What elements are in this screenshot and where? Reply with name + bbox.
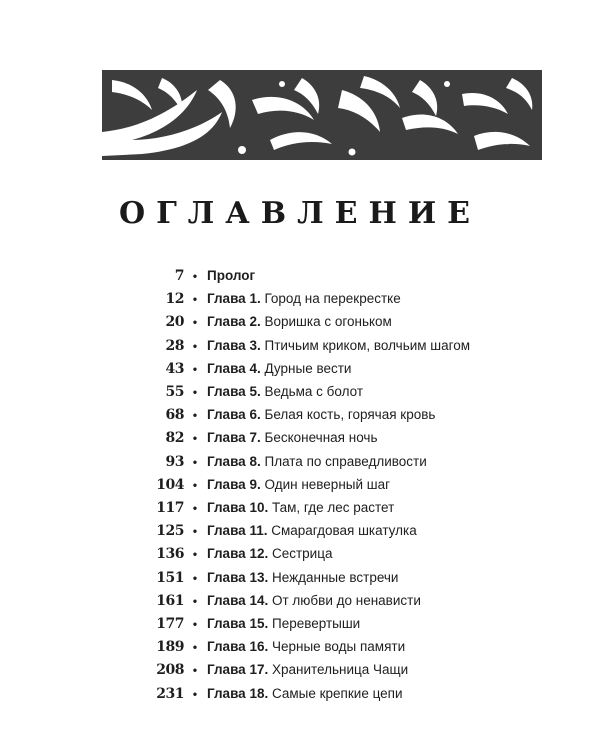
toc-chapter-number: Глава 8. [207, 453, 261, 469]
toc-chapter-number: Глава 12. [207, 546, 269, 562]
toc-page-number: 136 [156, 546, 184, 563]
toc-page-number: 12 [165, 291, 184, 308]
bullet-dot-icon: • [192, 570, 198, 585]
toc-chapter-number: Глава 15. [207, 616, 269, 631]
toc-page-number: 82 [165, 430, 184, 447]
toc-chapter-title: Один неверный шаг [264, 476, 391, 492]
toc-page-number: 151 [156, 569, 184, 586]
toc-entry-label [207, 288, 401, 310]
toc-chapter-number: Глава 6. [207, 407, 261, 423]
bullet-dot-icon: • [192, 431, 198, 446]
bullet-dot-icon: • [192, 408, 198, 423]
toc-page-number: 20 [165, 314, 184, 331]
bullet-dot-icon: • [192, 269, 198, 283]
toc-row [0, 335, 600, 357]
toc-chapter-number: Глава 11. [207, 523, 268, 539]
bullet-dot-icon: • [192, 454, 198, 469]
toc-row [0, 567, 600, 589]
toc-chapter-title: Смарагдовая шкатулка [271, 523, 417, 539]
toc-row [0, 613, 600, 635]
toc-chapter-number: Глава 3. [207, 337, 261, 353]
bullet-dot-icon: • [192, 361, 198, 376]
bullet-dot-icon: • [192, 385, 198, 399]
bullet-dot-icon: • [192, 617, 198, 631]
toc-entry-label [207, 451, 427, 473]
toc-entry-label [207, 265, 255, 287]
bullet-dot-icon: • [192, 593, 198, 608]
bullet-dot-icon: • [192, 547, 198, 562]
toc-entry-label [207, 358, 351, 380]
toc-chapter-title: Плата по справедливости [264, 453, 427, 469]
floral-ornament-icon [102, 70, 542, 160]
toc-chapter-number: Глава 2. [207, 314, 261, 330]
toc-page-number: 28 [165, 337, 184, 354]
toc-row [0, 451, 600, 473]
toc-row [0, 497, 600, 519]
toc-entry-label [207, 381, 363, 403]
toc-chapter-title: От любви до ненависти [271, 592, 421, 608]
toc-page-number: 68 [165, 407, 184, 424]
toc-chapter-number: Глава 5. [207, 384, 261, 399]
toc-page-number: 55 [165, 384, 184, 400]
bullet-dot-icon: • [192, 477, 198, 492]
toc-entry-label [207, 567, 398, 589]
bullet-dot-icon: • [192, 640, 198, 655]
toc-row [0, 311, 600, 333]
toc-row [0, 659, 600, 681]
toc-page-number: 7 [174, 268, 184, 284]
toc-entry-label [207, 335, 470, 357]
toc-chapter-title: Воришка с огоньком [264, 314, 392, 330]
toc-page-number: 117 [156, 500, 184, 516]
toc-chapter-title: Черные воды памяти [271, 639, 406, 655]
bullet-dot-icon: • [192, 663, 198, 678]
toc-row [0, 265, 600, 287]
toc-page-number: 104 [156, 476, 184, 493]
toc-page-number: 189 [156, 639, 184, 656]
toc-row [0, 636, 600, 658]
toc-entry-label [207, 427, 377, 449]
toc-chapter-title: Белая кость, горячая кровь [264, 407, 436, 423]
toc-chapter-number: Глава 18. [207, 685, 269, 701]
page-title: ОГЛАВЛЕНИЕ [118, 196, 482, 231]
toc-page-number: 161 [156, 592, 184, 609]
toc-page-number: 93 [165, 453, 184, 470]
toc-row [0, 288, 600, 310]
toc-chapter-number: Глава 14. [207, 592, 269, 608]
toc-row [0, 358, 600, 380]
toc-entry-label [207, 474, 390, 496]
toc-page-number: 231 [156, 685, 184, 702]
toc-row [0, 404, 600, 426]
toc-entry-label [207, 590, 421, 612]
toc-row [0, 543, 600, 565]
toc-page-number: 208 [156, 662, 184, 679]
toc-row [0, 427, 600, 449]
toc-row [0, 520, 600, 542]
toc-page-number: 177 [156, 616, 184, 632]
toc-chapter-number: Глава 7. [207, 430, 261, 446]
toc-chapter-number: Глава 4. [207, 360, 261, 376]
toc-chapter-number: Глава 10. [207, 500, 269, 515]
toc-chapter-title: Птичьим криком, волчьим шагом [264, 337, 471, 353]
toc-entry-label [207, 543, 332, 565]
toc-entry-label [207, 636, 405, 658]
bullet-dot-icon: • [192, 524, 198, 539]
toc-entry-label [207, 311, 392, 333]
toc-chapter-title: Ведьма с болот [264, 384, 364, 399]
toc-chapter-title: Перевертыши [271, 616, 361, 631]
toc-entry-label [207, 520, 417, 542]
toc-entry-label [207, 404, 435, 426]
bullet-dot-icon: • [192, 501, 198, 515]
toc-chapter-title: Дурные вести [264, 360, 352, 376]
toc-row [0, 474, 600, 496]
bullet-dot-icon: • [192, 315, 198, 330]
toc-chapter-title: Бесконечная ночь [264, 430, 378, 446]
bullet-dot-icon: • [192, 338, 198, 353]
toc-chapter-number: Глава 13. [207, 569, 269, 585]
toc-chapter-number: Пролог [207, 268, 256, 283]
toc-entry-label [207, 683, 403, 705]
toc-chapter-title: Город на перекрестке [264, 291, 401, 307]
toc-row [0, 381, 600, 403]
toc-chapter-number: Глава 1. [207, 291, 261, 307]
toc-row [0, 683, 600, 705]
bullet-dot-icon: • [192, 292, 198, 307]
toc-chapter-title: Сестрица [271, 546, 333, 562]
toc-chapter-title: Хранительница Чащи [271, 662, 409, 678]
toc-chapter-number: Глава 17. [207, 662, 269, 678]
toc-entry-label [207, 497, 394, 519]
toc-chapter-title: Нежданные встречи [271, 569, 399, 585]
toc-entry-label [207, 659, 408, 681]
toc-chapter-number: Глава 16. [207, 639, 269, 655]
toc-chapter-title: Там, где лес растет [271, 500, 395, 515]
toc-page-number: 125 [156, 523, 184, 540]
bullet-dot-icon: • [192, 686, 198, 701]
toc-chapter-number: Глава 9. [207, 476, 261, 492]
toc-entry-label [207, 613, 360, 635]
toc-chapter-title: Самые крепкие цепи [271, 685, 403, 701]
toc-row [0, 590, 600, 612]
toc-page-number: 43 [165, 360, 184, 377]
